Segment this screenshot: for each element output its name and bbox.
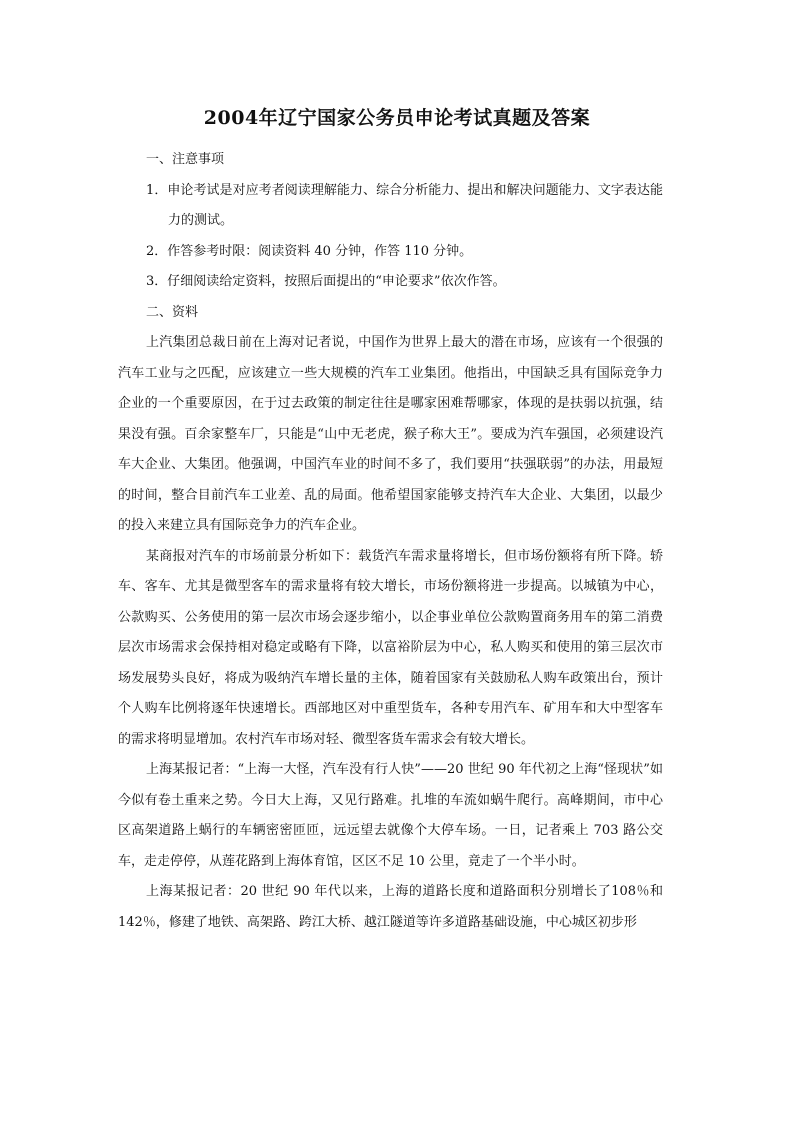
- material-paragraph: 上海某报记者：20 世纪 90 年代以来，上海的道路长度和道路面积分别增长了108％和142％，修建了地铁、高架路、跨江大桥、越江隧道等许多道路基础设施，中心城区初步形: [118, 884, 663, 930]
- note-item: 2．作答参考时限：阅读资料 40 分钟，作答 110 分钟。: [146, 243, 473, 259]
- section-heading-notes: 一、注意事项: [146, 152, 225, 167]
- document-title: 2004年辽宁国家公务员申论考试真题及答案: [203, 107, 591, 129]
- material-paragraph: 上汽集团总裁日前在上海对记者说，中国作为世界上最大的潜在市场，应该有一个很强的汽车工业与之匹配，应该建立一些大规模的汽车工业集团。他指出，中国缺乏具有国际竞争力企业的一个重要原因，在于过去政策的制定往往是哪家困难帮哪家，体现的是扶弱以抗强，结果没有强。百余家整车厂，只能是“山中无老虎，猴子称大王”。要成为汽车强国，必须建设汽车大企业、大集团。他强调，中国汽车业的时间不多了，我们要用“扶强联弱”的办法，用最短的时间，整合目前汽车工业差、乱的局面。他希望国家能够支持汽车大企业、大集团，以最少的投入来建立具有国际竞争力的汽车企业。: [118, 335, 663, 533]
- note-item: 3．仔细阅读给定资料，按照后面提出的“申论要求”依次作答。: [146, 274, 506, 289]
- material-paragraph: 某商报对汽车的市场前景分析如下：载货汽车需求量将增长，但市场份额将有所下降。轿车、客车、尤其是微型客车的需求量将有较大增长，市场份额将进一步提高。以城镇为中心，公款购买、公务使用的第一层次市场会逐步缩小，以企事业单位公款购置商务用车的第二消费层次市场需求会保持相对稳定或略有下降，以富裕阶层为中心，私人购买和使用的第三层次市场发展势头良好，将成为吸纳汽车增长量的主体，随着国家有关鼓励私人购车政策出台，预计个人购车比例将逐年快速增长。西部地区对中重型货车，各种专用汽车、矿用车和大中型客车的需求将明显增加。农村汽车市场对轻、微型客货车需求会有较大增长。: [118, 548, 663, 747]
- note-item: 1．申论考试是对应考者阅读理解能力、综合分析能力、提出和解决问题能力、文字表达能力的测试。: [146, 182, 663, 228]
- document-body: [118, 145, 663, 938]
- material-paragraph: 上海某报记者：“上海一大怪，汽车没有行人快”——20 世纪 90 年代初之上海“怪现状”如今似有卷土重来之势。今日大上海，又见行路难。扎堆的车流如蜗牛爬行。高峰期间，市中心区高架道路上蜗行的车辆密密匝匝，远远望去就像个大停车场。一日，记者乘上 703 路公交车，走走停停，从莲花路到上海体育馆，区区不足 10 公里，竟走了一个半小时。: [118, 762, 663, 869]
- section-heading-materials: 二、资料: [146, 304, 199, 320]
